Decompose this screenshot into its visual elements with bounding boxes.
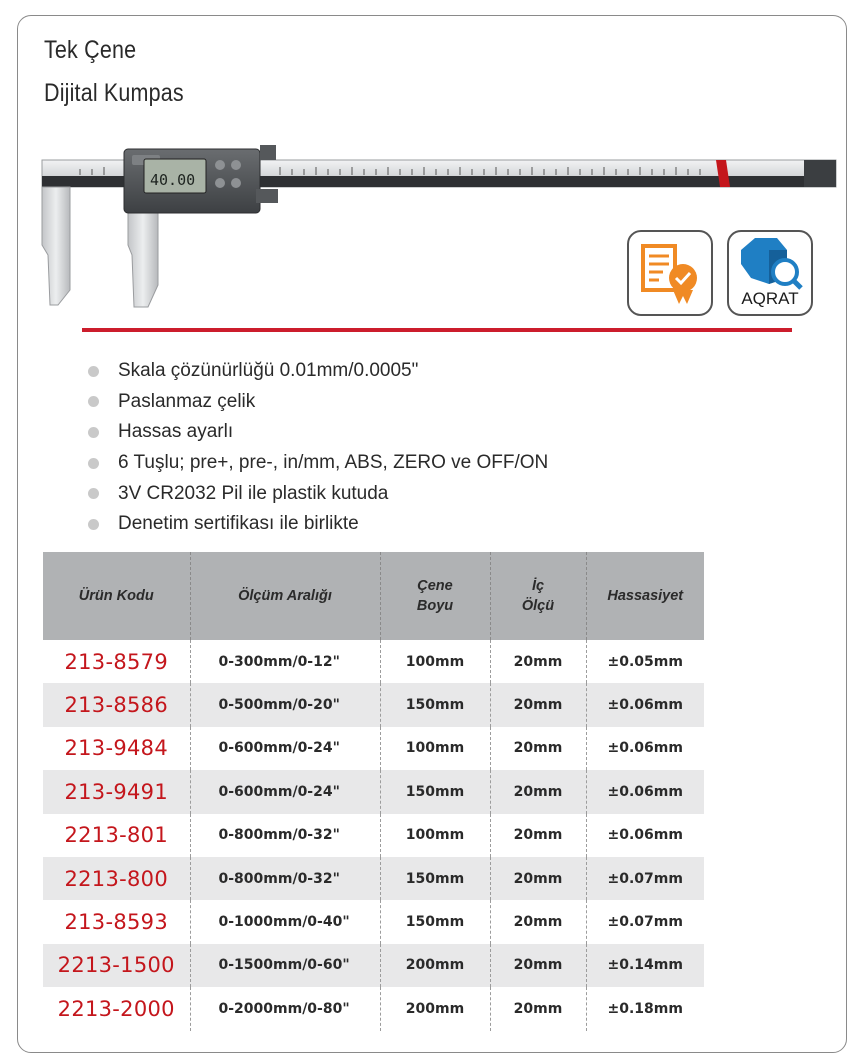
table-header-row <box>43 552 704 640</box>
jaw-length-cell: 200mm <box>380 987 490 1030</box>
jaw-length-cell: 200mm <box>380 944 490 987</box>
table-row <box>43 683 704 726</box>
inner-measure-cell: 20mm <box>490 987 586 1030</box>
inner-measure-cell: 20mm <box>490 814 586 857</box>
feature-item: 3V CR2032 Pil ile plastik kutuda <box>88 478 548 509</box>
product-code-cell: 2213-800 <box>43 857 190 900</box>
header-jaw: Çene Boyu <box>380 552 490 640</box>
title-line-1: Tek Çene <box>44 36 137 64</box>
bullet-dot <box>88 427 99 438</box>
accuracy-cell: ±0.05mm <box>586 640 704 683</box>
accuracy-cell: ±0.07mm <box>586 900 704 943</box>
accuracy-cell: ±0.07mm <box>586 857 704 900</box>
aqrat-badge <box>727 230 813 316</box>
header-inner: İç Ölçü <box>490 552 586 640</box>
table-row <box>43 640 704 683</box>
table-row <box>43 987 704 1030</box>
jaw-length-cell: 150mm <box>380 770 490 813</box>
red-divider <box>82 328 792 332</box>
table-row <box>43 900 704 943</box>
inner-measure-cell: 20mm <box>490 727 586 770</box>
bullet-dot <box>88 458 99 469</box>
jaw-length-cell: 100mm <box>380 640 490 683</box>
certificate-document-icon <box>629 232 711 314</box>
accuracy-cell: ±0.06mm <box>586 727 704 770</box>
measuring-range-cell: 0-2000mm/0-80" <box>190 987 380 1030</box>
inner-measure-cell: 20mm <box>490 640 586 683</box>
jaw-length-cell: 100mm <box>380 814 490 857</box>
product-code-cell: 213-9491 <box>43 770 190 813</box>
certificate-badge <box>627 230 713 316</box>
inner-measure-cell: 20mm <box>490 900 586 943</box>
inner-measure-cell: 20mm <box>490 770 586 813</box>
measuring-range-cell: 0-1500mm/0-60" <box>190 944 380 987</box>
table-row <box>43 727 704 770</box>
inner-measure-cell: 20mm <box>490 944 586 987</box>
bullet-dot <box>88 366 99 377</box>
product-code-cell: 213-8593 <box>43 900 190 943</box>
feature-item: Paslanmaz çelik <box>88 387 548 418</box>
accuracy-cell: ±0.06mm <box>586 814 704 857</box>
measuring-range-cell: 0-800mm/0-32" <box>190 857 380 900</box>
aqrat-label: AQRAT <box>741 289 799 308</box>
bullet-dot <box>88 519 99 530</box>
header-accuracy: Hassasiyet <box>586 552 704 640</box>
accuracy-cell: ±0.18mm <box>586 987 704 1030</box>
jaw-length-cell: 150mm <box>380 900 490 943</box>
accuracy-cell: ±0.06mm <box>586 770 704 813</box>
header-code: Ürün Kodu <box>43 552 190 640</box>
bullet-dot <box>88 488 99 499</box>
product-code-cell: 2213-801 <box>43 814 190 857</box>
inner-measure-cell: 20mm <box>490 857 586 900</box>
jaw-length-cell: 150mm <box>380 683 490 726</box>
inner-measure-cell: 20mm <box>490 683 586 726</box>
accuracy-cell: ±0.14mm <box>586 944 704 987</box>
measuring-range-cell: 0-500mm/0-20" <box>190 683 380 726</box>
feature-item: Hassas ayarlı <box>88 417 548 448</box>
table-row <box>43 857 704 900</box>
jaw-length-cell: 100mm <box>380 727 490 770</box>
jaw-length-cell: 150mm <box>380 857 490 900</box>
table-row <box>43 814 704 857</box>
title-line-2: Dijital Kumpas <box>44 79 184 107</box>
table-row <box>43 770 704 813</box>
measuring-range-cell: 0-600mm/0-24" <box>190 727 380 770</box>
feature-item: 6 Tuşlu; pre+, pre-, in/mm, ABS, ZERO ve OFF/ON <box>88 448 548 479</box>
product-code-cell: 213-8579 <box>43 640 190 683</box>
bullet-dot <box>88 396 99 407</box>
spec-table <box>43 552 704 1031</box>
product-code-cell: 213-8586 <box>43 683 190 726</box>
feature-item: Denetim sertifikası ile birlikte <box>88 509 548 540</box>
product-code-cell: 2213-1500 <box>43 944 190 987</box>
svg-text:40.00: 40.00 <box>150 171 196 189</box>
measuring-range-cell: 0-1000mm/0-40" <box>190 900 380 943</box>
measuring-range-cell: 0-800mm/0-32" <box>190 814 380 857</box>
table-row <box>43 944 704 987</box>
product-code-cell: 2213-2000 <box>43 987 190 1030</box>
measuring-range-cell: 0-600mm/0-24" <box>190 770 380 813</box>
header-range: Ölçüm Aralığı <box>190 552 380 640</box>
product-code-cell: 213-9484 <box>43 727 190 770</box>
measuring-range-cell: 0-300mm/0-12" <box>190 640 380 683</box>
digital-caliper-image <box>40 145 840 315</box>
feature-item: Skala çözünürlüğü 0.01mm/0.0005" <box>88 356 548 387</box>
feature-list <box>88 356 548 540</box>
accuracy-cell: ±0.06mm <box>586 683 704 726</box>
